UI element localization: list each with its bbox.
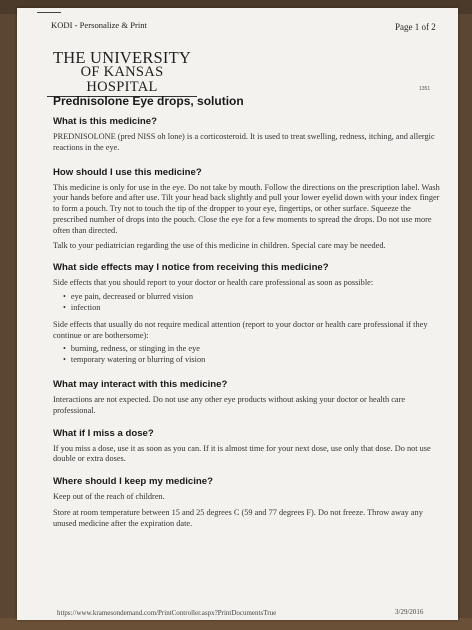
- section-how-to-use: [53, 167, 443, 252]
- section-what-is: [53, 116, 443, 154]
- section-storage: [53, 476, 443, 529]
- section-side-effects: [53, 262, 443, 366]
- document-body: [53, 94, 443, 530]
- page-number: Page 1 of 2: [395, 22, 436, 32]
- section-paragraph: This medicine is only for use in the eye. Do not take by mouth. Follow the directions on the prescription label. Wash your hands before and after use. Tilt your head back slightly and pull your lower eyelid down with your index finger to form a pouch. Try not to touch the tip of the dropper to your eye, fingertips, or other surface. Squeeze the prescribed number of drops into the pouch. Close the eye for a few moments to spread the drops. Do not use more often than directed.: [53, 182, 440, 235]
- section-heading: What if I miss a dose?: [53, 427, 154, 439]
- footer-url: https://www.kramesondemand.com/PrintController.aspx?PrintDocumentsTrue: [57, 609, 277, 617]
- section-heading: Where should I keep my medicine?: [53, 476, 213, 488]
- section-paragraph: PREDNISOLONE (pred NISS oh lone) is a corticosteroid. It is used to treat swelling, redness, itching, and allergic reactions in the eye.: [53, 132, 435, 152]
- footer-date: 3/29/2016: [395, 608, 424, 616]
- print-header-source: KODI - Personalize & Print: [51, 20, 147, 30]
- document-title: Prednisolone Eye drops, solution: [53, 94, 244, 108]
- section-paragraph: Side effects that you should report to your doctor or health care professional as soon as possible:: [53, 278, 374, 288]
- section-heading: How should I use this medicine?: [53, 166, 202, 178]
- section-paragraph: Keep out of the reach of children.: [53, 492, 165, 502]
- hospital-logo: [47, 48, 197, 97]
- paper-sheet: [17, 8, 458, 620]
- bullet-list: [63, 292, 443, 314]
- logo-line-2: OF KANSAS HOSPITAL: [47, 65, 197, 97]
- section-heading: What side effects may I notice from receiving this medicine?: [53, 262, 329, 274]
- section-paragraph: Store at room temperature between 15 and 25 degrees C (59 and 77 degrees F). Do not freeze. Throw away any unused medicine after the expiration date.: [53, 507, 423, 528]
- list-item: • eye pain, decreased or blurred vision: [63, 292, 443, 303]
- section-interactions: [53, 379, 443, 417]
- list-item: • temporary watering or blurring of vision: [63, 355, 443, 366]
- list-item: • infection: [63, 303, 443, 314]
- section-heading: What is this medicine?: [53, 116, 157, 127]
- section-paragraph: If you miss a dose, use it as soon as you can. If it is almost time for your next dose, use only that dose. Do not use double or extra doses.: [53, 443, 431, 464]
- logo-line-1: THE UNIVERSITY: [53, 48, 191, 67]
- document-code: 1351: [419, 86, 431, 92]
- section-paragraph: Talk to your pediatrician regarding the use of this medicine in children. Special care may be needed.: [53, 240, 386, 250]
- section-missed-dose: [53, 428, 443, 466]
- bullet-list: [63, 344, 443, 366]
- pen-mark: [37, 12, 61, 13]
- section-paragraph: Side effects that usually do not require medical attention (report to your doctor or health care professional if they continue or are bothersome):: [53, 319, 428, 340]
- section-heading: What may interact with this medicine?: [53, 378, 228, 390]
- section-paragraph: Interactions are not expected. Do not use any other eye products without asking your doctor or health care professional.: [53, 394, 406, 415]
- list-item: • burning, redness, or stinging in the eye: [63, 344, 443, 355]
